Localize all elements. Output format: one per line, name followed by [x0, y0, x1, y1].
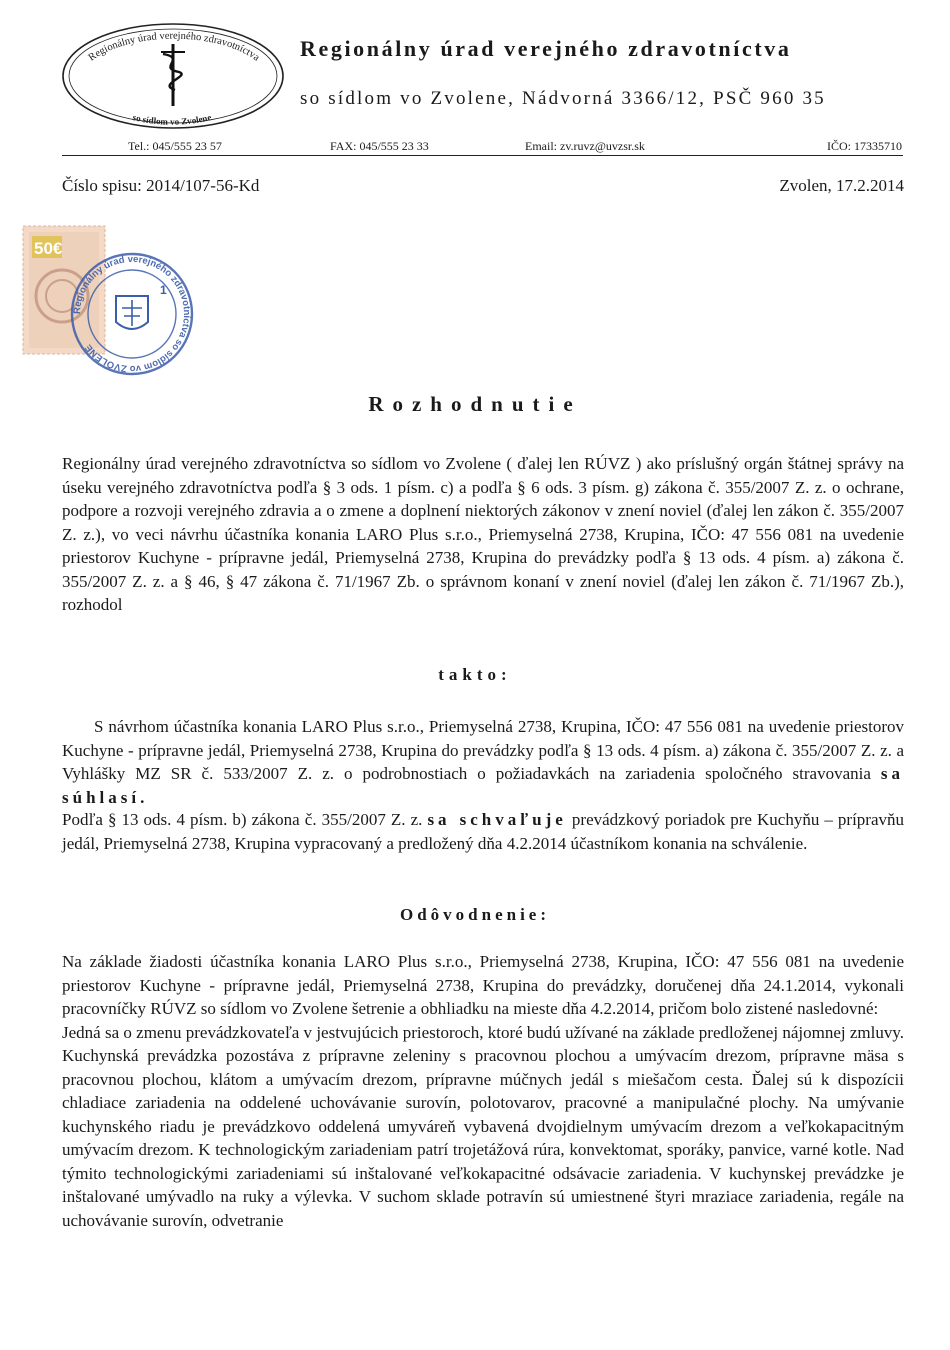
- organization-name: Regionálny úrad verejného zdravotníctva: [300, 36, 792, 61]
- decision-verdict: sa súhlasí.: [62, 764, 905, 807]
- intro-text: Regionálny úrad verejného zdravotníctva so sídlom vo Zvolene ( ďalej len RÚVZ ) ako príslušný orgán štátnej správy na úseku verejného zdravotníctva podľa § 3 ods. 1 písm. c) a podľa § 6 ods. 3 písm. g) zákona č. 355/2007 Z. z. o ochrane, podpore a rozvoji verejného zdravia a o zmene a doplnení niektorých zákonov v znení noviel (ďalej len zákon č. 355/2007 Z. z.), vo veci návrhu účastníka konania LARO Plus s.r.o., Priemyselná 2738, Krupina, IČO: 47 556 081 na uvedenie priestorov Kuchyne - prípravne jedál, Priemyselná 2738, Krupina do prevádzky podľa § 13 ods. 4 písm. a) zákona č. 355/2007 Z. z. a § 46, § 47 zákona č. 71/1967 Zb. o správnom konaní v znení noviel (ďalej len zákon č. 71/1967 Zb.), rozhodol: [62, 454, 904, 614]
- decision-text-2-post: prevádzkový poriadok pre Kuchyňu – prípravňu jedál, Priemyselná 2738, Krupina vypracovaný a predložený dňa 4.2.2014 účastníkom konania na schválenie.: [62, 810, 905, 853]
- decision-text-2-pre: Podľa § 13 ods. 4 písm. b) zákona č. 355/2007 Z. z.: [62, 810, 423, 829]
- document-title: Rozhodnutie: [368, 392, 582, 416]
- intro-paragraph: [62, 452, 904, 617]
- decision-paragraph-1: [62, 715, 904, 809]
- decision-paragraph-2: [62, 808, 904, 855]
- reasoning-paragraph-1: [62, 950, 904, 1021]
- svg-text:1: 1: [160, 283, 167, 297]
- company-id: IČO: 17335710: [827, 139, 902, 153]
- institution-seal-logo: [57, 14, 287, 132]
- decision-text-1: S návrhom účastníka konania LARO Plus s.r.o., Priemyselná 2738, Krupina, IČO: 47 556 081 na uvedenie priestorov Kuchyne - prípravne jedál, Priemyselná 2738, Krupina do prevádzky podľa § 13 ods. 4 písm. a) zákona č. 355/2007 Z. z. a Vyhlášky MZ SR č. 533/2007 Z. z. o podrobnostiach o požiadavkách na zariadenia spoločného stravovania: [62, 717, 904, 783]
- phone-number: Tel.: 045/555 23 57: [128, 139, 222, 153]
- official-stamp: [20, 222, 195, 382]
- email-address: Email: zv.ruvz@uvzsr.sk: [525, 139, 645, 153]
- file-number: Číslo spisu: 2014/107-56-Kd: [62, 176, 260, 195]
- reasoning-heading: Odôvodnenie:: [399, 905, 551, 924]
- svg-text:50€: 50€: [34, 239, 63, 258]
- svg-text:so sídlom vo Zvolene: so sídlom vo Zvolene: [131, 111, 213, 127]
- reasoning-paragraph-2: Jedná sa o zmenu prevádzkovateľa v jestvujúcich priestoroch, ktoré budú užívané na základe predloženej nájomnej zmluvy. Kuchynská prevádzka pozostáva z prípravne zeleniny s pracovnou plochou a umývacím drezom, prípravne mäsa s pracovnou plochou, klátom a umývacím drezom, prípravne múčnych jedál s miešačom cesta. Ďalej sú k dispozícii chladiace zariadenia na oddelené uchovávanie surovín, polotovarov, pracovné a manipulačné plochy. Na umývanie kuchynského riadu je prevádzkovo oddelená umyváreň vybavená dvojdielnym umývacím drezom a veľkokapacitným umývacím drezom. K technologickým zariadeniam patrí trojetážová rúra, konvektomat, sporáky, panvice, varné kotle. Nad týmito technologickými zariadeniami sú inštalované veľkokapacitné odsávacie zariadenia. V kuchynskej prevádzke je inštalované umývadlo na ruky a výlevka. V suchom sklade potravín sú umiestnené štyri mraziace zariadenia, regále na uchovávanie surovín, odvetranie: [62, 1022, 904, 1230]
- decision-approval: sa schvaľuje: [427, 810, 567, 829]
- reasoning-text-1: Na základe žiadosti účastníka konania LARO Plus s.r.o., Priemyselná 2738, Krupina, IČO: 47 556 081 na uvedenie priestorov Kuchyne - prípravne jedál, Priemyselná 2738, Krupina do prevádzky, doručenej dňa 24.1.2014, vykonali pracovníčky RÚVZ so sídlom vo Zvolene šetrenie a obhliadku na mieste dňa 4.2.2014, pričom bolo zistené nasledovné:: [62, 952, 904, 1018]
- svg-text:Regionálny úrad verejného zdra: Regionálny úrad verejného zdravotníctva so sídlom vo ZVOLENE: [71, 253, 193, 375]
- reasoning-body: [62, 950, 904, 1232]
- organization-address: so sídlom vo Zvolene, Nádvorná 3366/12, PSČ 960 35: [300, 88, 826, 109]
- place-date: Zvolen, 17.2.2014: [779, 176, 904, 195]
- decision-heading: takto:: [438, 665, 512, 684]
- header-divider: [62, 155, 903, 156]
- svg-text:Regionálny úrad verejného zdra: Regionálny úrad verejného zdravotníctva: [86, 30, 262, 64]
- fax-number: FAX: 045/555 23 33: [330, 139, 429, 153]
